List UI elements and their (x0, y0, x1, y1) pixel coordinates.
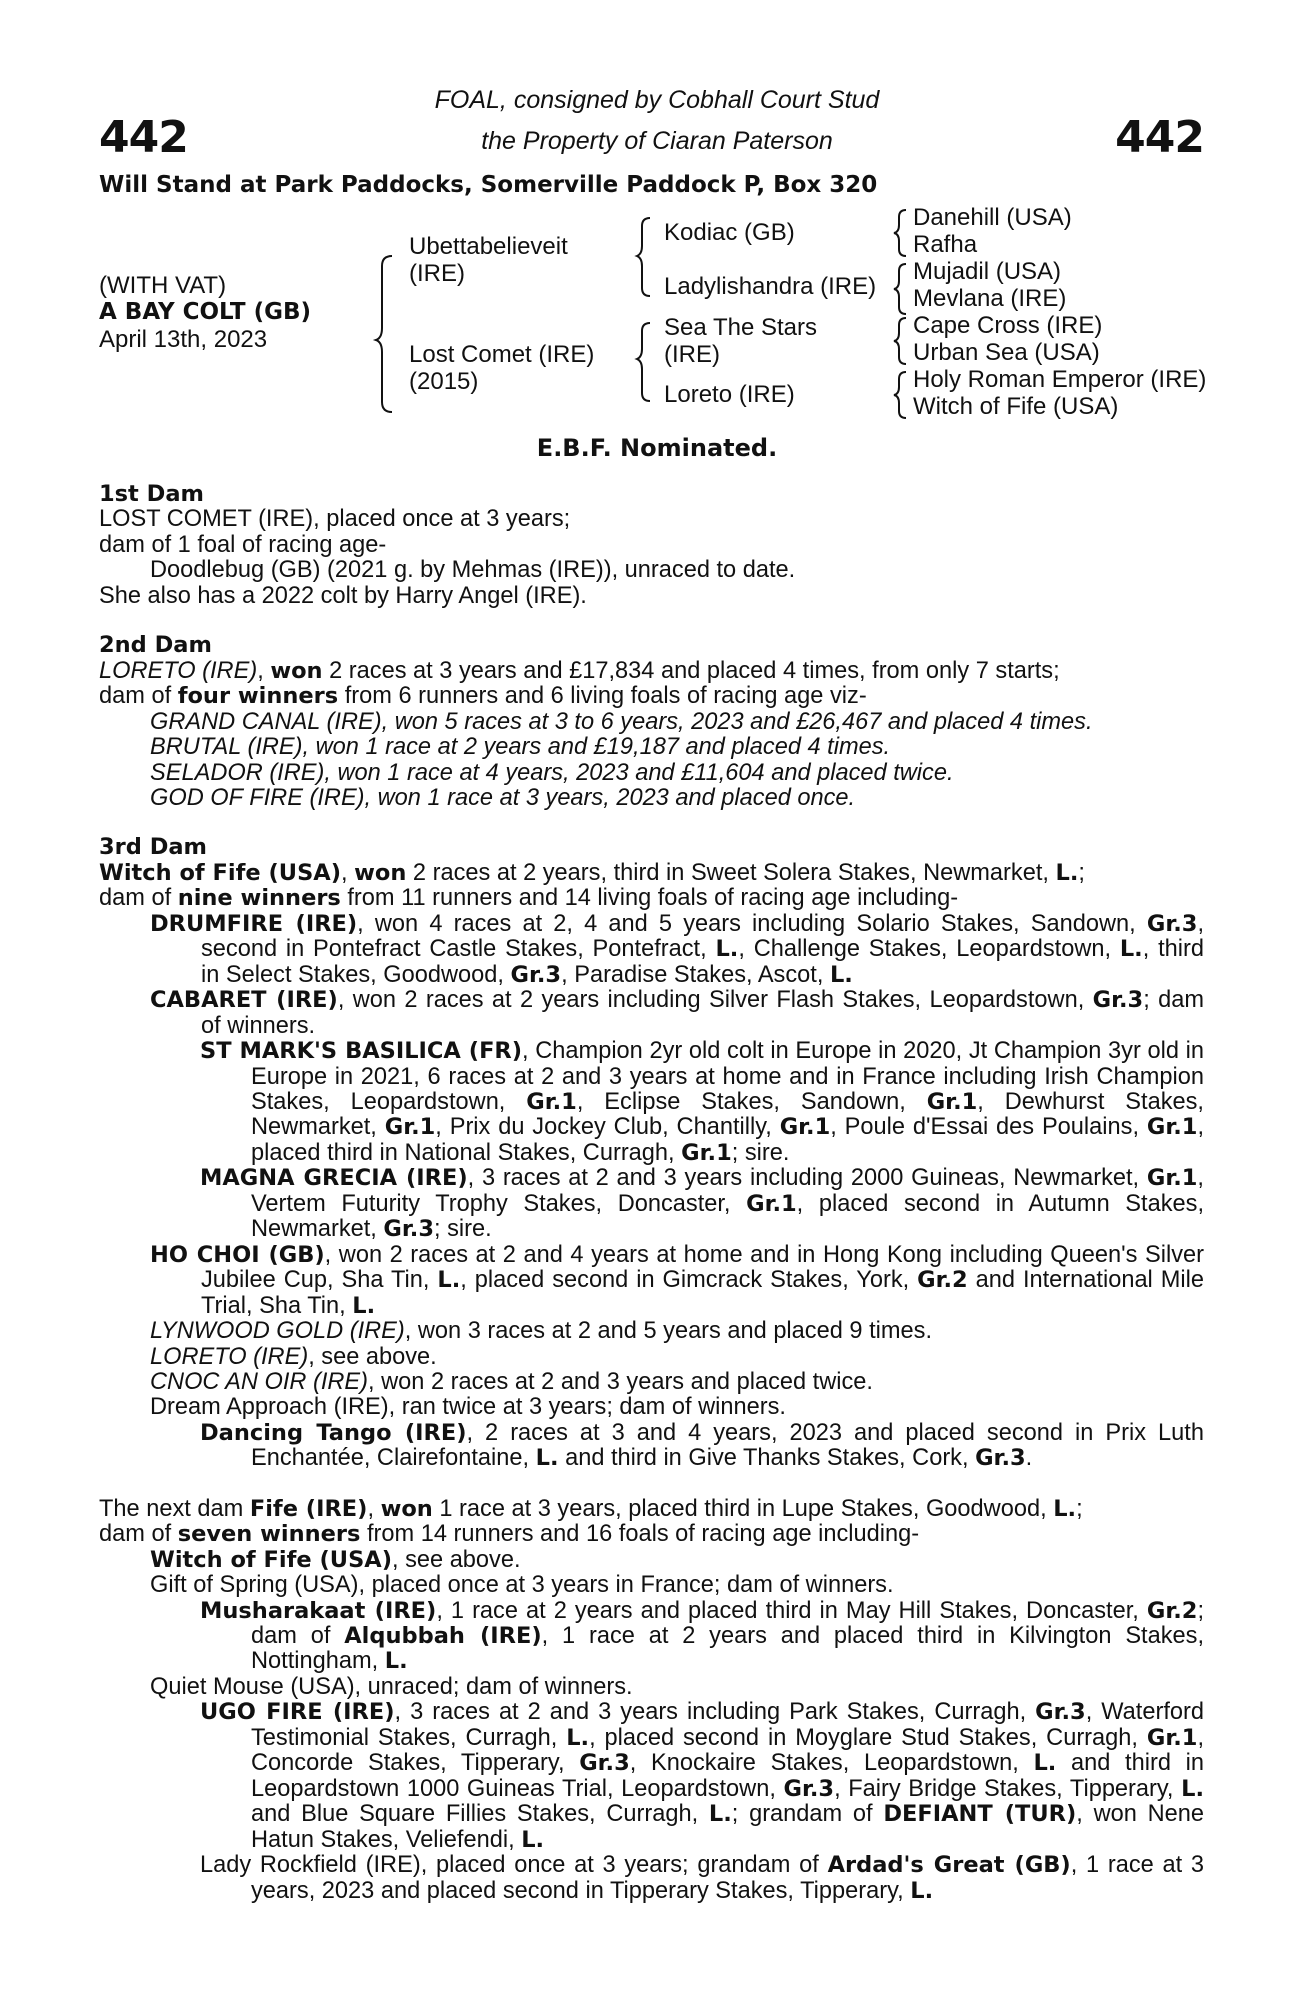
pedigree-g6: Urban Sea (USA) (913, 339, 1100, 366)
property-line: the Property of Ciaran Paterson (481, 127, 833, 155)
dam-name: Lost Comet (IRE) (2015) (409, 341, 595, 395)
first-dam-heading: 1st Dam (99, 481, 204, 507)
first-dam-produce: dam of 1 foal of racing age- (99, 531, 387, 558)
second-dam-heading: 2nd Dam (99, 632, 212, 659)
second-dam-produce: dam of four winners from 6 runners and 6 living foals of racing age viz- (99, 683, 867, 710)
produce-musharakaat: Musharakaat (IRE), 1 race at 2 years and placed third in May Hill Stakes, Doncaster, Gr.2; dam of Alqubbah (IRE), 1 race at 2 years and placed third in Kilvington Stakes, Nottingham, L. (200, 1597, 1204, 1675)
produce-st-marks-basilica: ST MARK'S BASILICA (FR), Champion 2yr old colt in Europe in 2020, Jt Champion 3yr old in Europe in 2021, 6 races at 2 and 3 years at home and in France including Irish Champion Stakes, Leopardstown, Gr.1, Eclipse Stakes, Sandown, Gr.1, Dewhurst Stakes, Newmarket, Gr.1, Prix du Jockey Club, Chantilly, Gr.1, Poule d'Essai des Poulains, Gr.1, placed third in National Stakes, Curragh, Gr.1; sire. (200, 1038, 1204, 1166)
sire-name: Ubettabelieveit (IRE) (409, 233, 568, 287)
sire-sire: Kodiac (GB) (664, 219, 795, 246)
produce-dream-approach: Dream Approach (IRE), ran twice at 3 years; dam of winners. (150, 1394, 786, 1421)
third-dam-line: Witch of Fife (USA), won 2 races at 2 years, third in Sweet Solera Stakes, Newmarket, L.; (99, 859, 1085, 886)
produce-grand-canal: GRAND CANAL (IRE), won 5 races at 3 to 6 years, 2023 and £26,467 and placed 4 times. (150, 708, 1093, 735)
produce-drumfire: DRUMFIRE (IRE), won 4 races at 2, 4 and 5 years including Solario Stakes, Sandown, Gr.3, second in Pontefract Castle Stakes, Pontefract, L., Challenge Stakes, Leopardstown, L., third in Select Stakes, Goodwood, Gr.3, Paradise Stakes, Ascot, L. (150, 910, 1204, 988)
next-dam-produce: dam of seven winners from 14 runners and 16 foals of racing age including- (99, 1521, 920, 1548)
pedigree-g3: Mujadil (USA) (913, 258, 1062, 285)
pedigree-g8: Witch of Fife (USA) (913, 393, 1119, 420)
produce-loreto: LORETO (IRE), see above. (150, 1343, 437, 1370)
consignment-line: FOAL, consigned by Cobhall Court Stud (434, 86, 880, 114)
pedigree-g2: Rafha (913, 231, 978, 258)
pedigree-g7: Holy Roman Emperor (IRE) (913, 366, 1207, 393)
produce-cabaret: CABARET (IRE), won 2 races at 2 years including Silver Flash Stakes, Leopardstown, Gr.3; dam of winners. (150, 987, 1205, 1039)
dam-sire: Sea The Stars (IRE) (664, 314, 817, 368)
lot-number-left: 442 (99, 112, 188, 163)
catalogue-body (99, 482, 1204, 1904)
produce-brutal: BRUTAL (IRE), won 1 race at 2 years and £19,187 and placed 4 times. (150, 734, 891, 761)
produce-selador: SELADOR (IRE), won 1 race at 4 years, 2023 and £11,604 and placed twice. (150, 759, 954, 786)
pedigree-g1: Danehill (USA) (913, 204, 1072, 231)
vat-note: (WITH VAT) (99, 272, 227, 299)
produce-lynwood-gold: LYNWOOD GOLD (IRE), won 3 races at 2 and 5 years and placed 9 times. (150, 1318, 932, 1345)
produce-cnoc-an-oir: CNOC AN OIR (IRE), won 2 races at 2 and 3 years and placed twice. (150, 1368, 873, 1395)
next-dam-line: The next dam Fife (IRE), won 1 race at 3 years, placed third in Lupe Stakes, Goodwood, L.; (99, 1495, 1083, 1522)
produce-gift-of-spring: Gift of Spring (USA), placed once at 3 years in France; dam of winners. (150, 1572, 894, 1599)
third-dam-produce: dam of nine winners from 11 runners and 14 living foals of racing age including- (99, 885, 959, 912)
produce-magna-grecia: MAGNA GRECIA (IRE), 3 races at 2 and 3 years including 2000 Guineas, Newmarket, Gr.1, Vertem Futurity Trophy Stakes, Doncaster, Gr.1, placed second in Autumn Stakes, Newmarket, Gr.3; sire. (200, 1165, 1204, 1243)
pedigree-g4: Mevlana (IRE) (913, 285, 1067, 312)
foaling-date: April 13th, 2023 (99, 326, 268, 353)
produce-lady-rockfield: Lady Rockfield (IRE), placed once at 3 years; grandam of Ardad's Great (GB), 1 race at 3 years, 2023 and placed second in Tipperary Stakes, Tipperary, L. (200, 1852, 1204, 1904)
horse-name: A BAY COLT (GB) (99, 299, 312, 325)
lot-number-right: 442 (1115, 112, 1204, 163)
produce-god-of-fire: GOD OF FIRE (IRE), won 1 race at 3 years, 2023 and placed once. (150, 784, 856, 811)
produce-witch-of-fife: Witch of Fife (USA), see above. (150, 1546, 521, 1573)
first-dam-note: She also has a 2022 colt by Harry Angel (IRE). (99, 582, 587, 609)
produce-quiet-mouse: Quiet Mouse (USA), unraced; dam of winners. (150, 1673, 633, 1700)
first-dam-foal: Doodlebug (GB) (2021 g. by Mehmas (IRE)), unraced to date. (150, 557, 796, 584)
first-dam-line: LOST COMET (IRE), placed once at 3 years; (99, 506, 571, 533)
sire-dam: Ladylishandra (IRE) (664, 273, 877, 300)
ebf-nominated: E.B.F. Nominated. (536, 434, 778, 462)
produce-ho-choi: HO CHOI (GB), won 2 races at 2 and 4 years at home and in Hong Kong including Queen's Silver Jubilee Cup, Sha Tin, L., placed second in Gimcrack Stakes, York, Gr.2 and International Mile Trial, Sha Tin, L. (150, 1241, 1204, 1319)
produce-ugo-fire: UGO FIRE (IRE), 3 races at 2 and 3 years including Park Stakes, Curragh, Gr.3, Waterford Testimonial Stakes, Curragh, L., placed second in Moyglare Stud Stakes, Curragh, Gr.1, Concorde Stakes, Tipperary, Gr.3, Knockaire Stakes, Leopardstown, L. and third in Leopardstown 1000 Guineas Trial, Leopardstown, Gr.3, Fairy Bridge Stakes, Tipperary, L. and Blue Square Fillies Stakes, Curragh, L.; grandam of DEFIANT (TUR), won Nene Hatun Stakes, Veliefendi, L. (200, 1699, 1205, 1853)
second-dam-line: LORETO (IRE), won 2 races at 3 years and £17,834 and placed 4 times, from only 7 starts; (99, 657, 1060, 684)
stand-location: Will Stand at Park Paddocks, Somerville Paddock P, Box 320 (99, 172, 878, 198)
third-dam-heading: 3rd Dam (99, 834, 207, 861)
produce-dancing-tango: Dancing Tango (IRE), 2 races at 3 and 4 years, 2023 and placed second in Prix Luth Enchantée, Clairefontaine, L. and third in Give Thanks Stakes, Cork, Gr.3. (200, 1419, 1204, 1472)
dam-dam: Loreto (IRE) (664, 381, 795, 408)
pedigree-g5: Cape Cross (IRE) (913, 312, 1103, 339)
